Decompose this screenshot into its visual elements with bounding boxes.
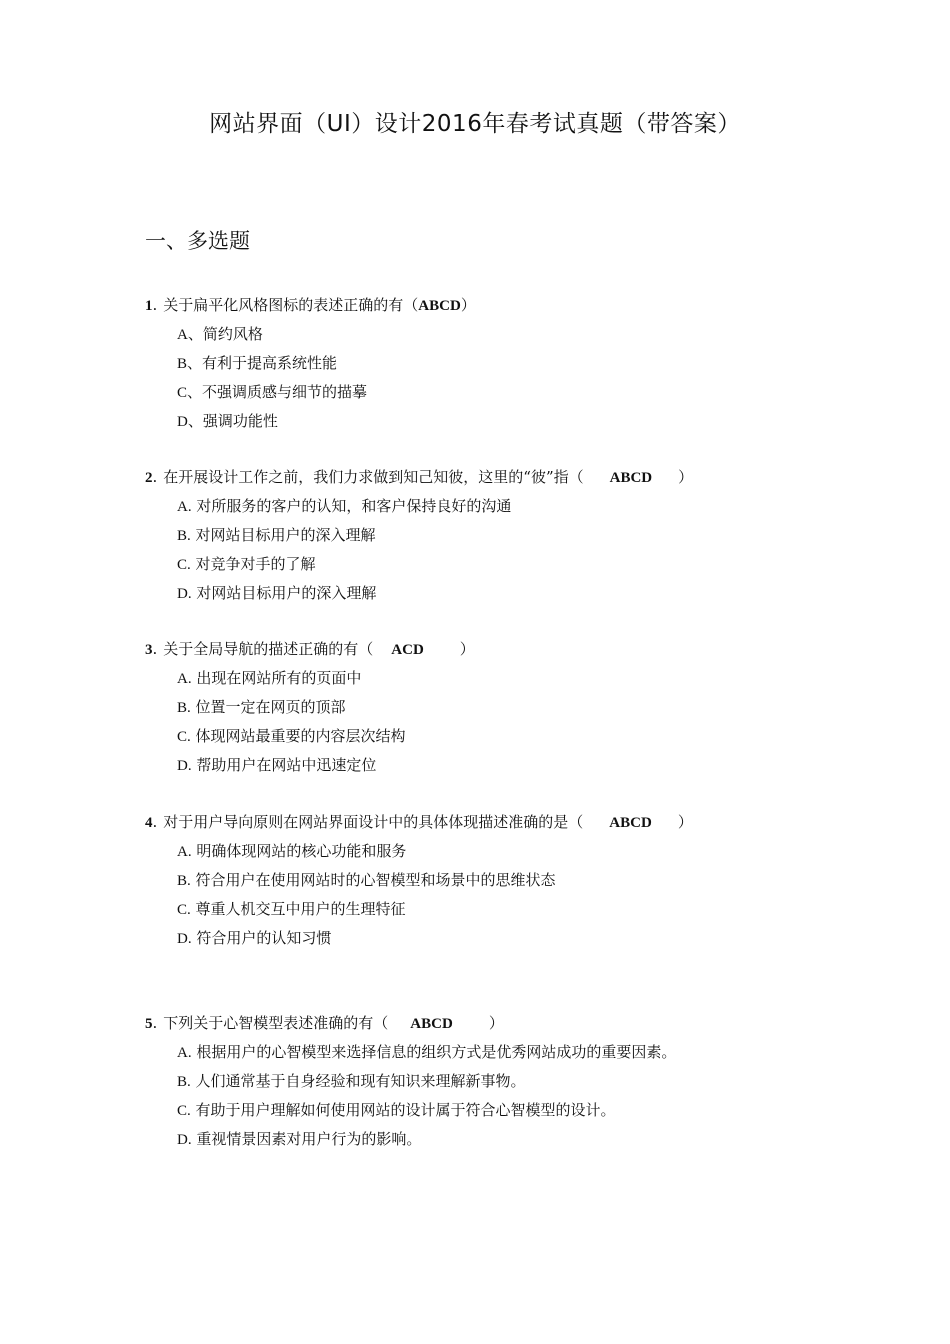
option-c [145, 553, 825, 575]
option-text: 根据用户的心智模型来选择信息的组织方式是优秀网站成功的重要因素。 [196, 1043, 677, 1061]
option-letter: D、 [177, 414, 203, 430]
question-suffix: ） [460, 296, 476, 314]
question-suffix: ） [488, 1014, 504, 1032]
option-letter: B. [177, 700, 191, 716]
option-text: 对网站目标用户的深入理解 [196, 584, 377, 602]
answer-key: ABCD [418, 298, 461, 314]
answer-key: ABCD [410, 1016, 453, 1032]
option-b [145, 352, 825, 374]
option-d [145, 582, 825, 604]
option-b [145, 696, 825, 718]
option-d [145, 754, 825, 776]
option-letter: C. [177, 729, 191, 745]
question-1 [145, 294, 825, 432]
question-suffix: ） [678, 468, 694, 486]
option-text: 体现网站最重要的内容层次结构 [195, 727, 406, 745]
option-letter: D. [177, 586, 192, 602]
option-c [145, 898, 825, 920]
option-letter: A. [177, 1045, 192, 1061]
option-text: 不强调质感与细节的描摹 [202, 383, 368, 401]
option-letter: C. [177, 1103, 191, 1119]
option-text: 明确体现网站的核心功能和服务 [196, 842, 407, 860]
option-text: 出现在网站所有的页面中 [196, 669, 362, 687]
option-text: 帮助用户在网站中迅速定位 [196, 756, 377, 774]
option-letter: A、 [177, 327, 203, 343]
question-4 [145, 811, 825, 949]
option-letter: C、 [177, 385, 203, 401]
option-letter: D. [177, 758, 192, 774]
option-a [145, 840, 825, 862]
option-text: 位置一定在网页的顶部 [195, 698, 346, 716]
question-3 [145, 638, 825, 776]
option-letter: D. [177, 931, 192, 947]
answer-key: ACD [391, 642, 424, 658]
option-letter: D. [177, 1132, 192, 1148]
question-suffix: ） [459, 640, 475, 658]
question-number: 3 [145, 642, 153, 658]
option-text: 符合用户在使用网站时的心智模型和场景中的思维状态 [195, 871, 556, 889]
question-text: 对于用户导向原则在网站界面设计中的具体体现描述准确的是（ [163, 813, 584, 831]
option-text: 尊重人机交互中用户的生理特征 [195, 900, 406, 918]
option-text: 简约风格 [202, 325, 263, 343]
question-number: 5 [145, 1016, 153, 1032]
option-text: 人们通常基于自身经验和现有知识来理解新事物。 [195, 1072, 526, 1090]
option-letter: B. [177, 1074, 191, 1090]
option-b [145, 524, 825, 546]
question-text: 在开展设计工作之前，我们力求做到知己知彼，这里的“彼”指（ [163, 468, 584, 486]
option-letter: B、 [177, 356, 203, 372]
option-text: 符合用户的认知习惯 [196, 929, 332, 947]
question-number: 1 [145, 298, 153, 314]
question-text: 下列关于心智模型表述准确的有（ [163, 1014, 389, 1032]
question-suffix: ） [677, 813, 693, 831]
option-c [145, 381, 825, 403]
answer-key: ABCD [609, 815, 652, 831]
option-text: 对所服务的客户的认知，和客户保持良好的沟通 [196, 497, 512, 515]
question-2 [145, 466, 825, 604]
section-heading: 一、多选题 [145, 229, 250, 253]
option-d [145, 410, 825, 432]
option-letter: C. [177, 902, 191, 918]
question-stem: 2. 在开展设计工作之前，我们力求做到知己知彼，这里的“彼”指（ ABCD ） [145, 468, 694, 486]
option-letter: C. [177, 557, 191, 573]
option-a [145, 667, 825, 689]
option-letter: A. [177, 671, 192, 687]
option-letter: A. [177, 844, 192, 860]
question-number: 4 [145, 815, 153, 831]
option-text: 重视情景因素对用户行为的影响。 [196, 1130, 422, 1148]
option-a [145, 495, 825, 517]
option-text: 强调功能性 [202, 412, 278, 430]
option-text: 有助于用户理解如何使用网站的设计属于符合心智模型的设计。 [195, 1101, 616, 1119]
option-c [145, 725, 825, 747]
option-c [145, 1099, 825, 1121]
option-a [145, 323, 825, 345]
option-letter: B. [177, 873, 191, 889]
option-d [145, 1128, 825, 1150]
option-letter: A. [177, 499, 192, 515]
option-d [145, 927, 825, 949]
option-a [145, 1041, 825, 1063]
question-5 [145, 1012, 825, 1150]
option-text: 有利于提高系统性能 [202, 354, 338, 372]
question-number: 2 [145, 470, 153, 486]
question-stem: 4. 对于用户导向原则在网站界面设计中的具体体现描述准确的是（ ABCD ） [145, 813, 693, 831]
question-text: 关于全局导航的描述正确的有（ [163, 640, 374, 658]
question-stem: 5. 下列关于心智模型表述准确的有（ ABCD ） [145, 1014, 504, 1032]
question-text: 关于扁平化风格图标的表述正确的有（ [163, 296, 419, 314]
option-b [145, 1070, 825, 1092]
option-b [145, 869, 825, 891]
option-letter: B. [177, 528, 191, 544]
answer-key: ABCD [609, 470, 653, 486]
question-stem: 1. 关于扁平化风格图标的表述正确的有（ABCD） [145, 296, 476, 314]
option-text: 对竞争对手的了解 [195, 555, 316, 573]
option-text: 对网站目标用户的深入理解 [195, 526, 376, 544]
page-title: 网站界面（UI）设计2016年春考试真题（带答案） [209, 111, 741, 137]
question-stem: 3. 关于全局导航的描述正确的有（ ACD ） [145, 640, 475, 658]
